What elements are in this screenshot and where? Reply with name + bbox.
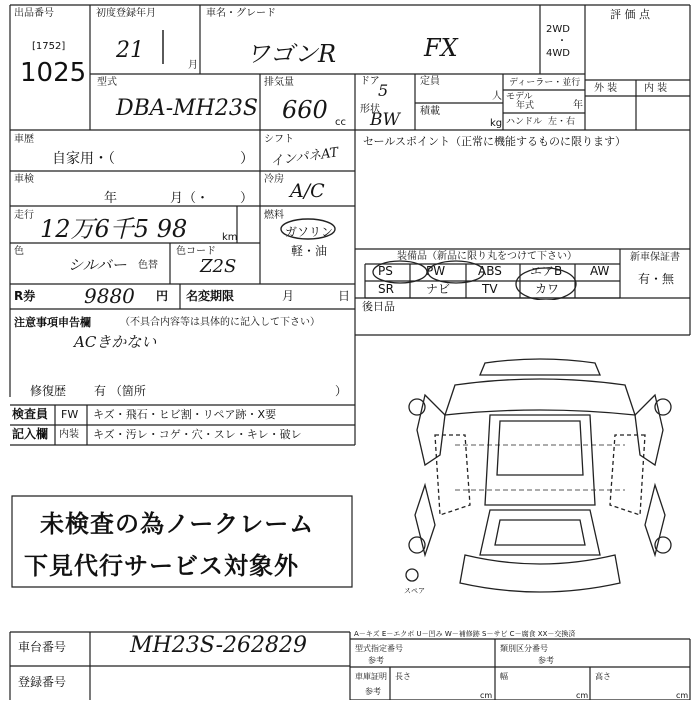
equip-airbag: エアB bbox=[530, 264, 563, 278]
fuel-gasoline: ガソリン bbox=[285, 225, 334, 239]
recycle-value: 9880 bbox=[84, 284, 135, 308]
class-ref: 参考 bbox=[538, 656, 554, 665]
displacement-label: 排気量 bbox=[264, 77, 294, 88]
displacement-value: 660 bbox=[282, 96, 328, 124]
person-unit: 人 bbox=[492, 91, 502, 102]
notes-label: 注意事項申告欄 bbox=[14, 316, 91, 329]
recycle-label: R券 bbox=[14, 289, 36, 303]
name-label: 車名・グレード bbox=[206, 8, 276, 19]
notes-value: ACきかない bbox=[74, 333, 157, 351]
repair-value: 有 （箇所 bbox=[94, 384, 146, 398]
car-damage-diagram bbox=[395, 355, 685, 605]
equip-navi: ナビ bbox=[426, 282, 451, 296]
cc-unit: cc bbox=[335, 117, 346, 128]
equip-abs: ABS bbox=[478, 264, 502, 278]
repair-close: ） bbox=[335, 384, 348, 398]
equip-aw: AW bbox=[590, 264, 610, 278]
lot-sub: [1752] bbox=[32, 41, 66, 52]
equip-pw: PW bbox=[426, 264, 446, 278]
reg-divider-mark bbox=[160, 30, 166, 64]
selling-points-label: セールスポイント（正常に機能するものに限ります） bbox=[363, 135, 627, 148]
ac-value: A/C bbox=[290, 180, 325, 202]
width-label: 幅 bbox=[500, 672, 508, 681]
month-unit: 月 bbox=[188, 60, 198, 71]
ac-label: 冷房 bbox=[264, 174, 284, 185]
history-value: 自家用・（ bbox=[52, 151, 115, 167]
equip-leather: カワ bbox=[535, 282, 560, 296]
first-reg-year: 21 bbox=[116, 38, 144, 63]
equip-sr: SR bbox=[378, 282, 394, 296]
height-label: 高さ bbox=[595, 672, 611, 681]
inspector-label-2: 記入欄 bbox=[12, 427, 49, 441]
fuel-circle-mark bbox=[278, 216, 338, 242]
reg-cert-label: 車庫証明 bbox=[355, 672, 387, 681]
model-year-label-2: 年式 bbox=[516, 101, 535, 111]
length-ref: 参考 bbox=[365, 687, 381, 696]
door-label: ドア bbox=[360, 76, 380, 87]
transfer-day: 日 bbox=[338, 289, 351, 303]
reg-number-label: 登録番号 bbox=[18, 675, 67, 689]
grade: FX bbox=[424, 34, 458, 62]
handle-label: ハンドル bbox=[506, 117, 543, 127]
inspection-year: 年 bbox=[104, 191, 118, 206]
equipment-circle-marks bbox=[366, 256, 626, 300]
equipment-label: 装備品（新品に限り丸をつけて下さい） bbox=[397, 251, 577, 262]
interior-label: 内 装 bbox=[644, 83, 668, 94]
kg-unit: kg bbox=[490, 118, 503, 129]
length-label: 長さ bbox=[395, 672, 411, 681]
fw-label: FW bbox=[61, 408, 79, 421]
shift-value: インパネAT bbox=[269, 145, 340, 170]
color-code-value: Z2S bbox=[200, 256, 237, 277]
aftermarket-label: 後日品 bbox=[362, 300, 395, 313]
cert-ref: 参考 bbox=[368, 656, 384, 665]
color-replace-label: 色替 bbox=[138, 260, 158, 271]
width-cm: cm bbox=[576, 691, 589, 700]
score-label: 評 価 点 bbox=[610, 8, 650, 21]
fuel-diesel: 軽・油 bbox=[291, 244, 328, 258]
repair-label: 修復歴 bbox=[30, 384, 67, 398]
interior-row-text: キズ・汚レ・コゲ・穴・スレ・キレ・破レ bbox=[93, 428, 302, 441]
model-value: DBA-MH23S bbox=[116, 96, 258, 121]
length-cm: cm bbox=[480, 691, 493, 700]
lot-label: 出品番号 bbox=[14, 8, 54, 19]
inspection-label: 車検 bbox=[14, 174, 34, 185]
drive-dot: ・ bbox=[557, 36, 567, 47]
inspector-label-1: 検査員 bbox=[12, 407, 49, 421]
color-label: 色 bbox=[14, 246, 24, 257]
drive-4wd: 4WD bbox=[546, 48, 570, 59]
notice-line-2: 下見代行サービス対象外 bbox=[24, 552, 299, 580]
transfer-month: 月 bbox=[282, 289, 295, 303]
load-label: 積載 bbox=[420, 106, 440, 117]
car-name: ワゴンR bbox=[246, 40, 337, 68]
handle-value: 左・右 bbox=[548, 117, 576, 127]
equip-ps: PS bbox=[378, 264, 393, 278]
dealer-label: ディーラー・並行 bbox=[509, 78, 581, 88]
first-reg-label: 初度登録年月 bbox=[96, 8, 156, 19]
model-year-label: モデル bbox=[506, 92, 533, 102]
transfer-label: 名変期限 bbox=[186, 289, 235, 303]
height-cm: cm bbox=[676, 691, 689, 700]
chassis-label: 車台番号 bbox=[18, 640, 67, 654]
km-unit: km bbox=[222, 232, 238, 243]
model-label: 型式 bbox=[97, 77, 117, 88]
chassis-value: MH23S-262829 bbox=[130, 633, 307, 658]
class-label: 類別区分番号 bbox=[500, 644, 548, 653]
lot-number: 1025 bbox=[20, 58, 87, 88]
mileage-label: 走行 bbox=[14, 210, 34, 221]
equip-tv: TV bbox=[482, 282, 498, 296]
spare-label: スペア bbox=[404, 587, 425, 595]
notice-line-1: 未検査の為ノークレーム bbox=[40, 510, 315, 538]
history-label: 車歴 bbox=[14, 134, 34, 145]
damage-legend: A－キズ E－エクボ U－凹み W－補修跡 S－サビ C－腐食 XX－交換済 bbox=[354, 630, 576, 638]
capacity-label: 定員 bbox=[420, 76, 440, 87]
drive-2wd: 2WD bbox=[546, 24, 570, 35]
yen-unit: 円 bbox=[156, 289, 169, 303]
new-car-label: 新車保証書 bbox=[630, 252, 680, 263]
shape-label: 形状 bbox=[360, 104, 380, 115]
mileage-value: 12万6千5 98 bbox=[40, 215, 188, 243]
fuel-label: 燃料 bbox=[264, 210, 284, 221]
inspection-close: ） bbox=[240, 191, 254, 206]
year-unit: 年 bbox=[573, 100, 583, 111]
history-close: ） bbox=[240, 151, 254, 167]
color-code-label: 色コード bbox=[176, 246, 216, 257]
cert-label: 型式指定番号 bbox=[355, 644, 403, 653]
shift-label: シフト bbox=[264, 134, 294, 145]
door-value: 5 bbox=[378, 81, 389, 100]
interior-row-label: 内装 bbox=[59, 429, 79, 440]
exterior-label: 外 装 bbox=[594, 83, 618, 94]
color-value: シルバー bbox=[68, 256, 127, 274]
notes-sub: （不具合内容等は具体的に記入して下さい） bbox=[120, 317, 320, 328]
fw-text: キズ・飛石・ヒビ割・リペア跡・X要 bbox=[93, 408, 277, 421]
inspection-month: 月（・ bbox=[170, 191, 210, 206]
shape-value: BW bbox=[370, 110, 400, 130]
new-car-value: 有・無 bbox=[638, 272, 675, 286]
